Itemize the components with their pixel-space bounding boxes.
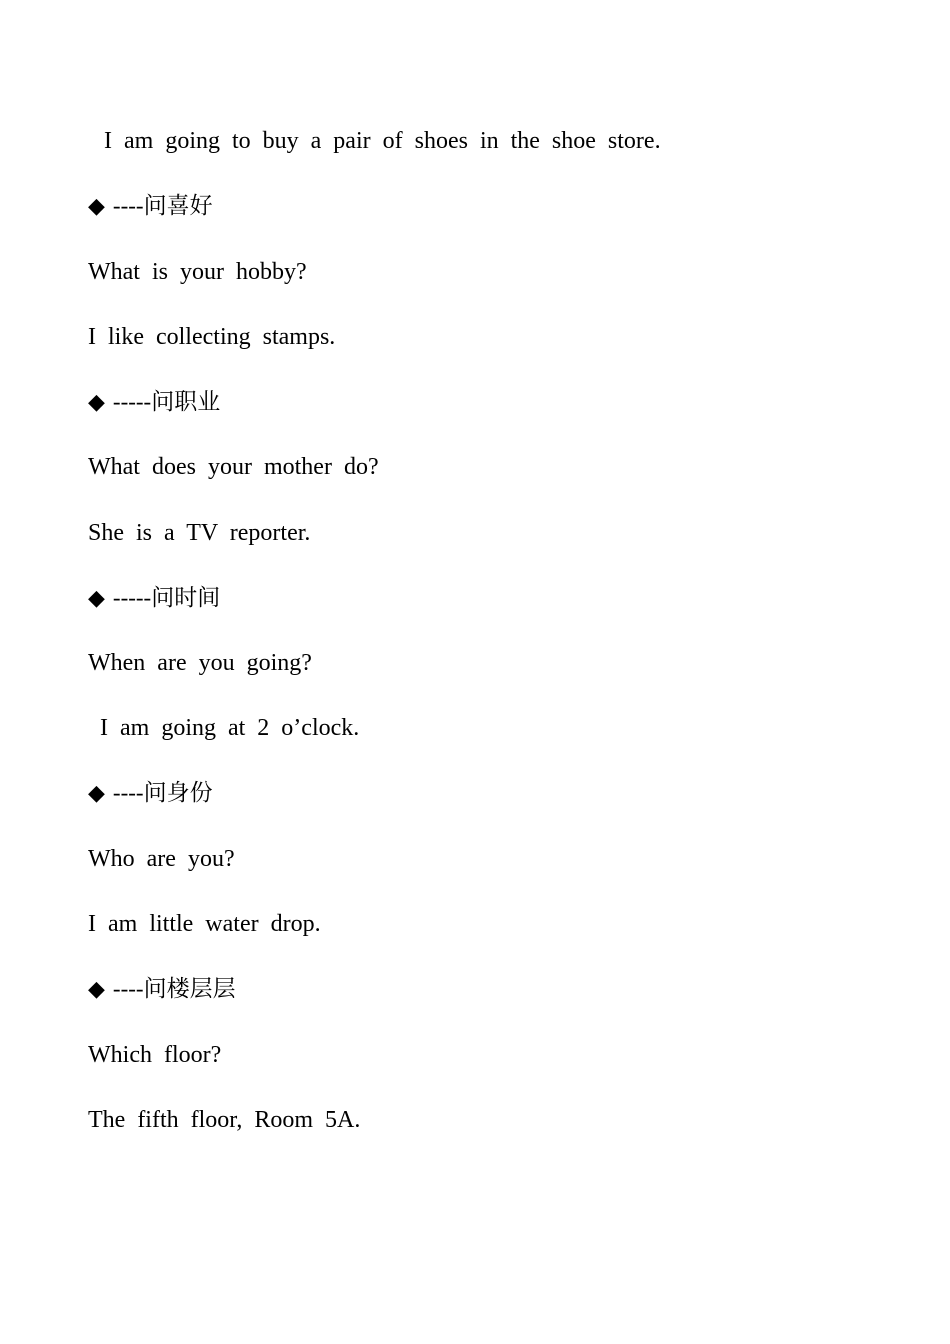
diamond-bullet-icon: ◆	[88, 194, 105, 219]
question-floor: Which floor?	[88, 1042, 222, 1068]
section-heading-hobby	[88, 191, 213, 222]
diamond-bullet-icon: ◆	[88, 781, 105, 806]
heading-dashes: ----	[112, 780, 144, 805]
answer-time: I am going at 2 o’clock.	[100, 715, 360, 741]
section-heading-time	[88, 583, 220, 614]
question-hobby: What is your hobby?	[88, 259, 307, 285]
heading-text: 问喜好	[143, 193, 213, 219]
sentence-shoe-store: I am going to buy a pair of shoes in the shoe store.	[104, 128, 661, 154]
question-time: When are you going?	[88, 650, 312, 676]
section-heading-identity	[88, 778, 213, 809]
heading-dashes: -----	[112, 585, 152, 610]
heading-dashes: -----	[112, 389, 152, 414]
heading-text: 问身份	[143, 780, 213, 806]
question-job: What does your mother do?	[88, 454, 379, 480]
diamond-bullet-icon: ◆	[88, 977, 105, 1002]
answer-job: She is a TV reporter.	[88, 520, 311, 546]
question-identity: Who are you?	[88, 846, 235, 872]
answer-floor: The fifth floor, Room 5A.	[88, 1107, 361, 1133]
section-heading-job	[88, 387, 220, 418]
heading-text: 问楼层层	[143, 976, 236, 1002]
answer-identity: I am little water drop.	[88, 911, 321, 937]
heading-text: 问职业	[151, 389, 221, 415]
heading-dashes: ----	[112, 976, 144, 1001]
section-heading-floor	[88, 974, 236, 1005]
answer-hobby: I like collecting stamps.	[88, 324, 336, 350]
diamond-bullet-icon: ◆	[88, 390, 105, 415]
diamond-bullet-icon: ◆	[88, 586, 105, 611]
heading-dashes: ----	[112, 193, 144, 218]
heading-text: 问时间	[151, 585, 221, 611]
